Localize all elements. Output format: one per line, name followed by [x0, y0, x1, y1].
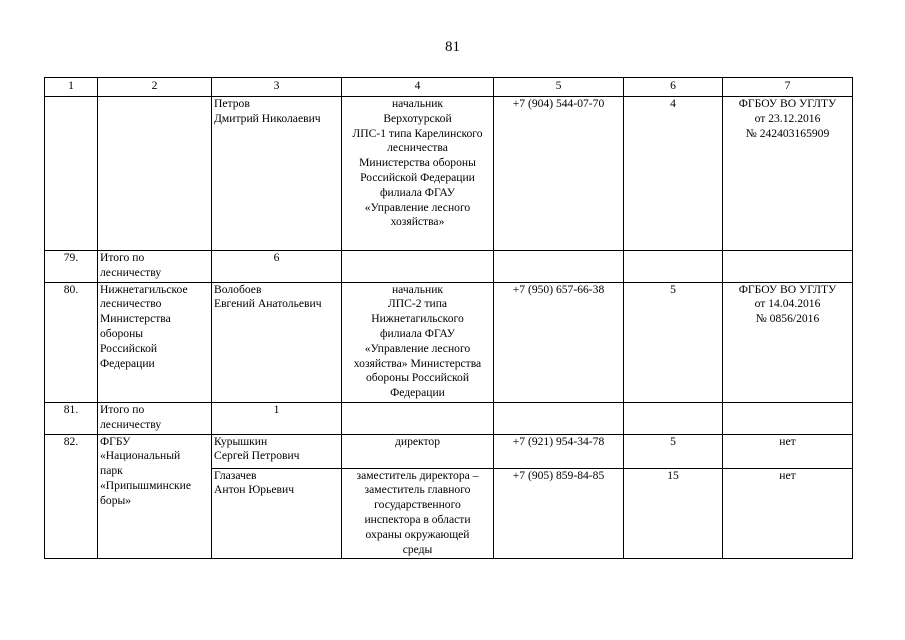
count-cell	[624, 402, 723, 434]
count-cell	[624, 251, 723, 283]
phone-cell: +7 (950) 657-66-38	[494, 282, 624, 402]
person-cell: Глазачев Антон Юрьевич	[212, 468, 342, 559]
organization-cell: ФГБУ «Национальный парк «Припышминские боры»	[98, 434, 212, 559]
position-cell: директор	[342, 434, 494, 468]
row-number-cell: 79.	[45, 251, 98, 283]
row-number-cell	[45, 97, 98, 251]
count-cell: 5	[624, 282, 723, 402]
position-cell: заместитель директора – заместитель главного государственного инспектора в области охраны окружающей среды	[342, 468, 494, 559]
person-count-cell: 6	[212, 251, 342, 283]
count-cell: 15	[624, 468, 723, 559]
column-header: 5	[494, 78, 624, 97]
table-row	[45, 402, 853, 434]
person-cell: Курышкин Сергей Петрович	[212, 434, 342, 468]
position-cell: начальник Верхотурской ЛПС-1 типа Карелинского лесничества Министерства обороны Российской Федерации филиала ФГАУ «Управление лесного хозяйства»	[342, 97, 494, 251]
education-cell: нет	[723, 468, 853, 559]
organization-cell: Итого по лесничеству	[98, 402, 212, 434]
page-number: 81	[445, 39, 460, 55]
column-header: 3	[212, 78, 342, 97]
organization-cell: Итого по лесничеству	[98, 251, 212, 283]
table-row	[45, 97, 853, 251]
row-number-cell: 80.	[45, 282, 98, 402]
column-header: 6	[624, 78, 723, 97]
position-cell	[342, 251, 494, 283]
organization-cell: Нижнетагильское лесничество Министерства обороны Российской Федерации	[98, 282, 212, 402]
education-cell: ФГБОУ ВО УГЛТУ от 14.04.2016 № 0856/2016	[723, 282, 853, 402]
organization-cell	[98, 97, 212, 251]
phone-cell: +7 (921) 954-34-78	[494, 434, 624, 468]
table-row	[45, 251, 853, 283]
row-number-cell: 82.	[45, 434, 98, 559]
count-cell: 4	[624, 97, 723, 251]
position-cell	[342, 402, 494, 434]
person-cell: Волобоев Евгений Анатольевич	[212, 282, 342, 402]
column-header: 1	[45, 78, 98, 97]
person-cell: Петров Дмитрий Николаевич	[212, 97, 342, 251]
table-row	[45, 282, 853, 402]
phone-cell: +7 (905) 859-84-85	[494, 468, 624, 559]
phone-cell: +7 (904) 544-07-70	[494, 97, 624, 251]
education-cell: нет	[723, 434, 853, 468]
education-cell: ФГБОУ ВО УГЛТУ от 23.12.2016 № 242403165909	[723, 97, 853, 251]
education-cell	[723, 402, 853, 434]
position-cell: начальник ЛПС-2 типа Нижнетагильского филиала ФГАУ «Управление лесного хозяйства» Министерства обороны Российской Федерации	[342, 282, 494, 402]
phone-cell	[494, 251, 624, 283]
count-cell: 5	[624, 434, 723, 468]
table-header-row	[45, 78, 853, 97]
row-number-cell: 81.	[45, 402, 98, 434]
table-row	[45, 434, 853, 468]
personnel-table	[44, 77, 853, 559]
column-header: 2	[98, 78, 212, 97]
column-header: 7	[723, 78, 853, 97]
column-header: 4	[342, 78, 494, 97]
phone-cell	[494, 402, 624, 434]
education-cell	[723, 251, 853, 283]
person-count-cell: 1	[212, 402, 342, 434]
